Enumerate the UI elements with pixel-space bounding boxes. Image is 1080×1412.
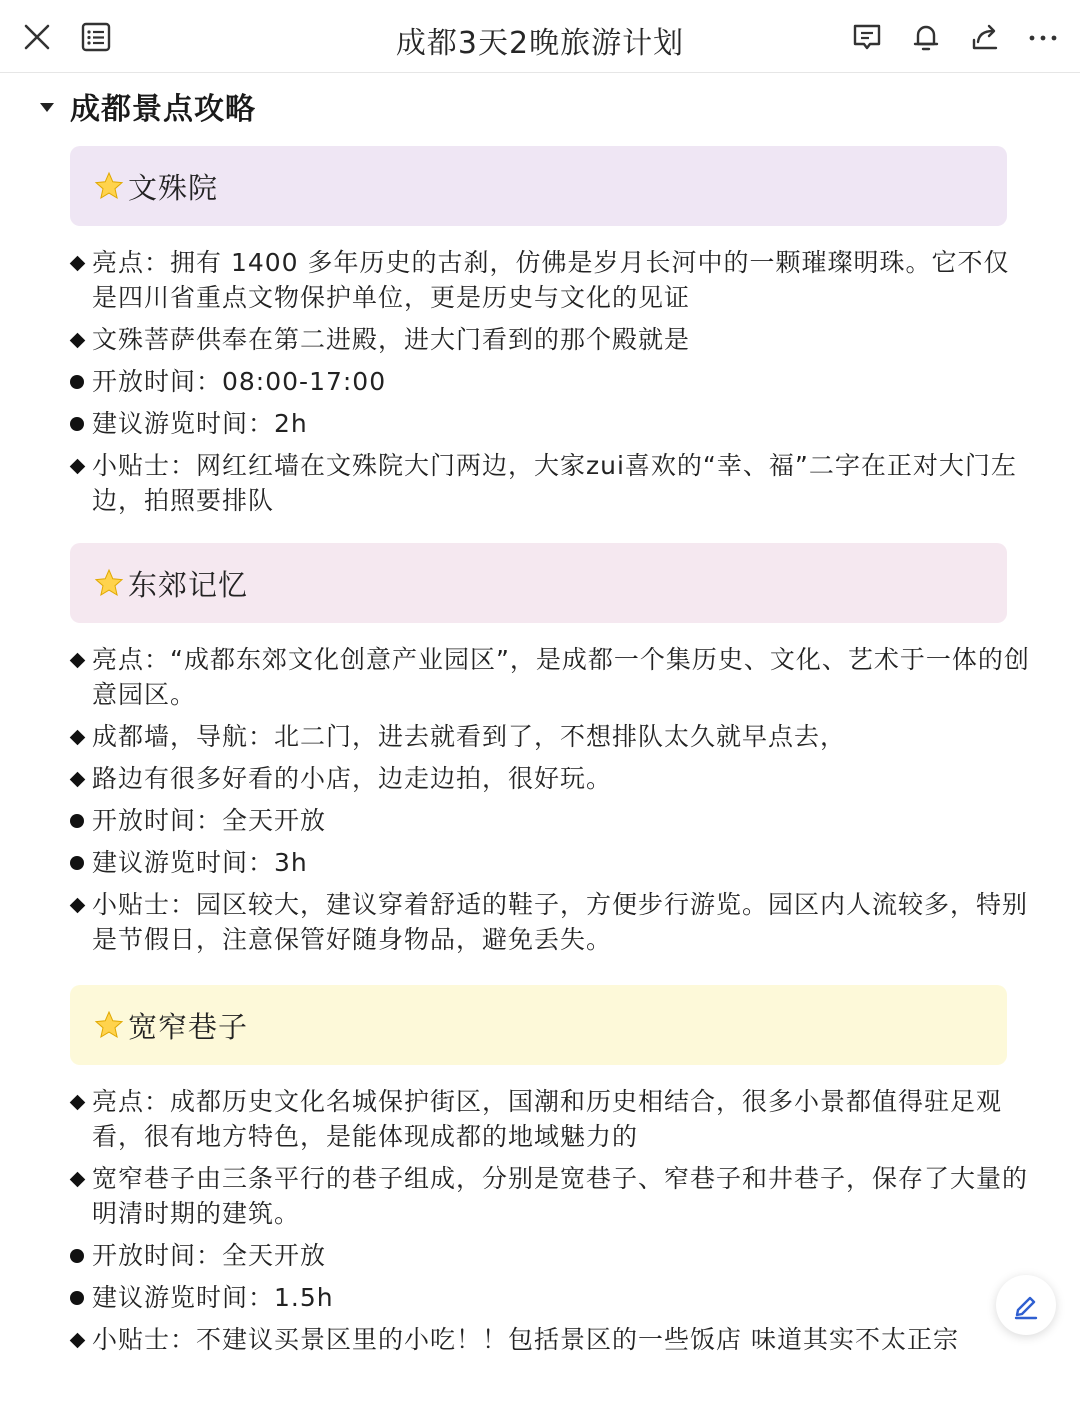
list-item: 文殊菩萨供奉在第二进殿，进大门看到的那个殿就是 — [70, 322, 1030, 357]
close-icon[interactable] — [20, 20, 54, 54]
list-item: 小贴士：网红红墙在文殊院大门两边，大家zui喜欢的“幸、福”二字在正对大门左边，拍照要排队 — [70, 448, 1030, 518]
list-item: 建议游览时间：2h — [70, 406, 1030, 441]
list-item: 建议游览时间：3h — [70, 845, 1030, 880]
top-bar — [0, 0, 1080, 73]
list-item: 开放时间：全天开放 — [70, 803, 1030, 838]
document-title: 成都3天2晚旅游计划 — [395, 26, 685, 61]
section-title: 成都景点攻略 — [70, 92, 256, 127]
edit-button[interactable] — [996, 1275, 1056, 1335]
spot-card-wenshuyuan — [70, 146, 1007, 226]
star-icon — [94, 171, 124, 201]
spot-title: 文殊院 — [128, 170, 219, 205]
spot-title: 东郊记忆 — [128, 567, 249, 602]
list-item: 建议游览时间：1.5h — [70, 1280, 1030, 1315]
list-item: 小贴士：园区较大，建议穿着舒适的鞋子，方便步行游览。园区内人流较多，特别是节假日，注意保管好随身物品，避免丢失。 — [70, 887, 1030, 957]
section-heading[interactable] — [40, 84, 256, 128]
spot-details-list — [70, 642, 1030, 964]
spot-card-kuanzhai — [70, 985, 1007, 1065]
star-icon — [94, 1010, 124, 1040]
more-icon[interactable] — [1026, 20, 1060, 54]
spot-card-dongjiao — [70, 543, 1007, 623]
collapse-caret-icon[interactable] — [40, 103, 54, 112]
list-item: 路边有很多好看的小店，边走边拍，很好玩。 — [70, 761, 1030, 796]
star-icon — [94, 568, 124, 598]
list-item: 亮点：拥有 1400 多年历史的古刹，仿佛是岁月长河中的一颗璀璨明珠。它不仅是四川省重点文物保护单位，更是历史与文化的见证 — [70, 245, 1030, 315]
outline-icon[interactable] — [79, 20, 113, 54]
list-item: 宽窄巷子由三条平行的巷子组成，分别是宽巷子、窄巷子和井巷子，保存了大量的明清时期的建筑。 — [70, 1161, 1030, 1231]
list-item: 亮点：成都历史文化名城保护街区，国潮和历史相结合，很多小景都值得驻足观看，很有地方特色，是能体现成都的地域魅力的 — [70, 1084, 1030, 1154]
bell-icon[interactable] — [909, 20, 943, 54]
comment-icon[interactable] — [850, 20, 884, 54]
edit-icon — [1011, 1290, 1041, 1320]
list-item: 开放时间：08:00-17:00 — [70, 364, 1030, 399]
list-item: 成都墙，导航：北二门，进去就看到了，不想排队太久就早点去， — [70, 719, 1030, 754]
list-item: 亮点：“成都东郊文化创意产业园区”，是成都一个集历史、文化、艺术于一体的创意园区。 — [70, 642, 1030, 712]
spot-title: 宽窄巷子 — [128, 1009, 249, 1044]
list-item: 小贴士：不建议买景区里的小吃！！包括景区的一些饭店 味道其实不太正宗 — [70, 1322, 1030, 1357]
share-icon[interactable] — [968, 20, 1002, 54]
list-item: 开放时间：全天开放 — [70, 1238, 1030, 1273]
spot-details-list — [70, 245, 1030, 525]
spot-details-list — [70, 1084, 1030, 1364]
